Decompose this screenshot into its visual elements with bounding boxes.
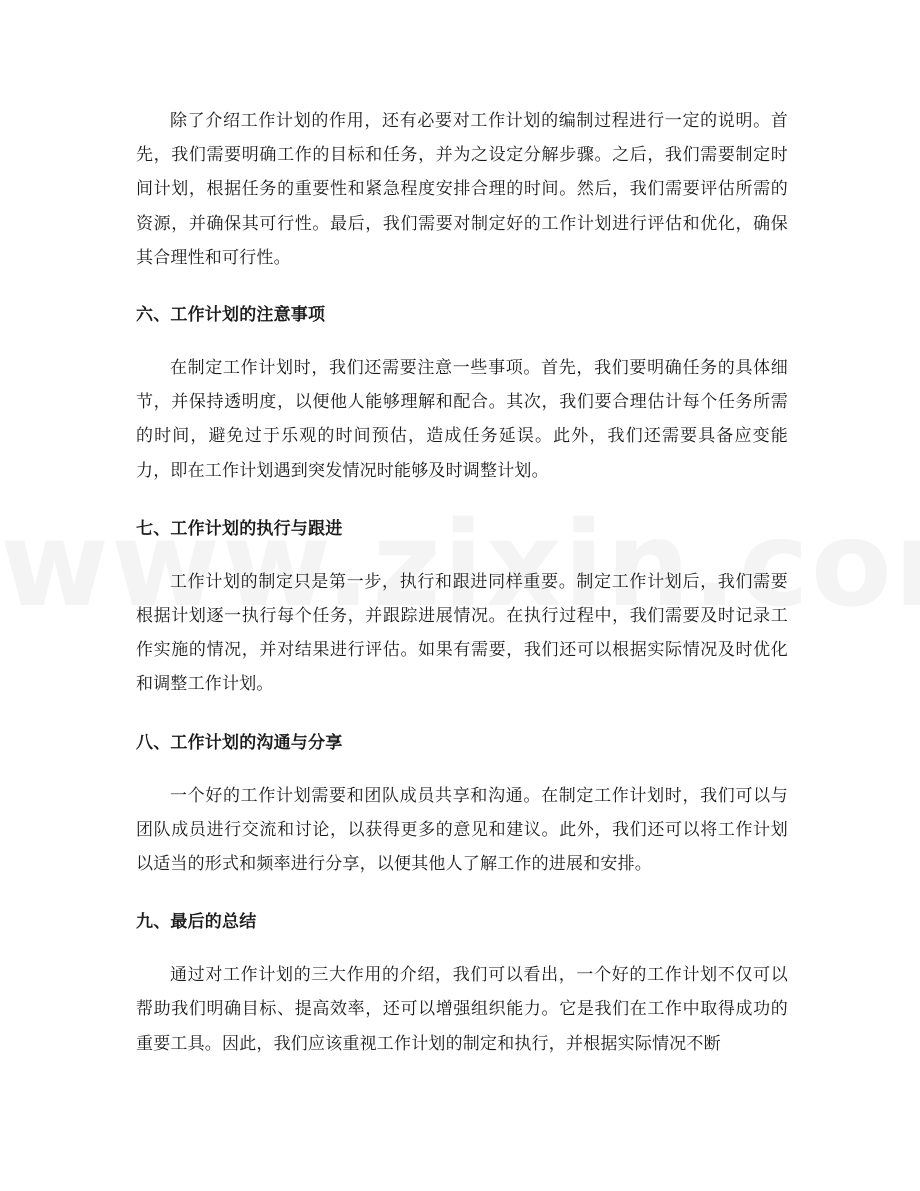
document-body (136, 104, 788, 1061)
intro-paragraph: 除了介绍工作计划的作用，还有必要对工作计划的编制过程进行一定的说明。首先，我们需要明确工作的目标和任务，并为之设定分解步骤。之后，我们需要制定时间计划，根据任务的重要性和紧急程度安排合理的时间。然后，我们需要评估所需的资源，并确保其可行性。最后，我们需要对制定好的工作计划进行评估和优化，确保其合理性和可行性。 (136, 111, 788, 268)
section-paragraph-9: 通过对工作计划的三大作用的介绍，我们可以看出，一个好的工作计划不仅可以帮助我们明确目标、提高效率，还可以增强组织能力。它是我们在工作中取得成功的重要工具。因此，我们应该重视工作计划的制定和执行，并根据实际情况不断 (136, 965, 788, 1054)
section-heading-9: 九、最后的总结 (136, 912, 257, 933)
section-heading-8: 八、工作计划的沟通与分享 (136, 732, 343, 753)
section-heading-6: 六、工作计划的注意事项 (136, 305, 326, 326)
section-paragraph-7: 工作计划的制定只是第一步，执行和跟进同样重要。制定工作计划后，我们需要根据计划逐一执行每个任务，并跟踪进展情况。在执行过程中，我们需要及时记录工作实施的情况，并对结果进行评估。如果有需要，我们还可以根据实际情况及时优化和调整工作计划。 (136, 571, 788, 695)
section-heading-7: 七、工作计划的执行与跟进 (136, 518, 343, 539)
section-paragraph-6: 在制定工作计划时，我们还需要注意一些事项。首先，我们要明确任务的具体细节，并保持透明度，以便他人能够理解和配合。其次，我们要合理估计每个任务所需的时间，避免过于乐观的时间预估，造成任务延误。此外，我们还需要具备应变能力，即在工作计划遇到突发情况时能够及时调整计划。 (136, 358, 788, 481)
section-paragraph-8: 一个好的工作计划需要和团队成员共享和沟通。在制定工作计划时，我们可以与团队成员进行交流和讨论，以获得更多的意见和建议。此外，我们还可以将工作计划以适当的形式和频率进行分享，以便其他人了解工作的进展和安排。 (136, 785, 788, 875)
